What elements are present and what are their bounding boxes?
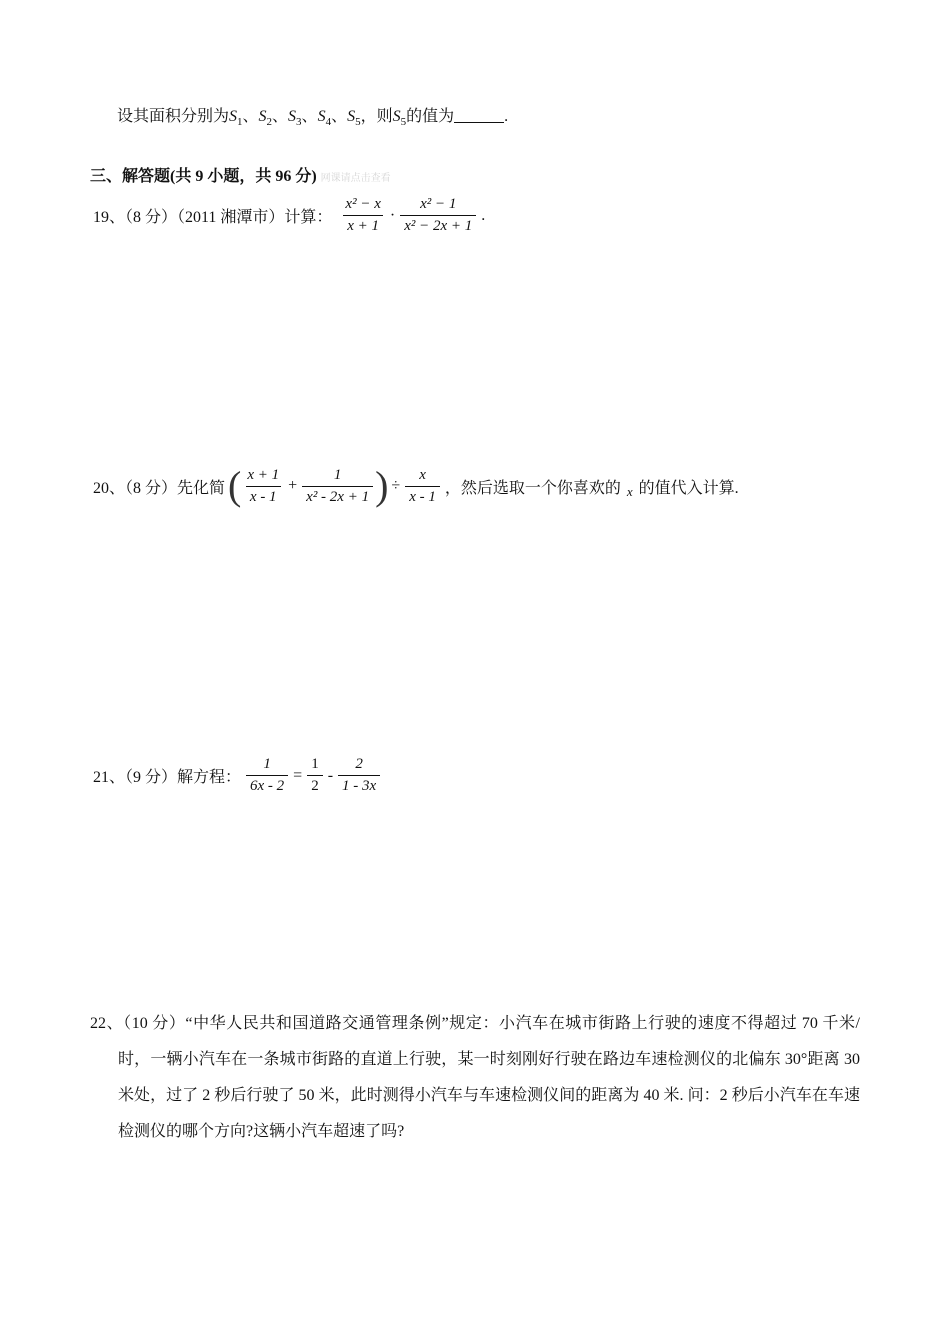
q21-fraction-2: $\frac{1}{2}$ [307,756,323,795]
watermark: 网课请点击查看 [320,173,391,184]
q19-fraction-1: $\frac{\text{x² − x}}{x + 1}$ [341,196,384,235]
question-21: 21、（9 分）解方程： $\frac{1}{6x - 2}$ = $\frac{1}{2}$ - $\frac{2}{1 - 3x}$ [90,756,382,795]
q20-fraction-3: $\frac{x}{x - 1}$ [405,467,440,506]
question-22: 22、（10 分）“中华人民共和国道路交通管理条例”规定：小汽车在城市街路上行驶的速度不得超过 70 千米/时，一辆小汽车在一条城市街路的直道上行驶，某一时刻刚好行驶在路边车速检测仪的北偏东 30°距离 30 米处，过了 2 秒后行驶了 50 米，此时测得小汽车与车速检测仪间的距离为 40 米. 问：2 秒后小汽车在车速检测仪的哪个方向?这辆小汽车超速了吗? [90,1015,860,1140]
right-paren: ) [375,463,389,508]
question-19: 19、（8 分）（2011 湘潭市）计算： $\frac{\text{x² − x}}{x + 1}$ · $\frac{\text{x² − 1}}{\text{x² − 2x + 1}}$ . [93,196,486,234]
left-paren: ( [228,463,242,508]
q20-fraction-2: $\frac{1}{\text{x² - 2x + 1}}$ [302,467,373,506]
question-18-continuation: 设其面积分别为$S_1$、$S_2$、$S_3$、$S_4$、$S_5$，则$S_5$的值为 . [117,108,509,129]
s1: S [229,108,238,125]
q19-fraction-2: $\frac{\text{x² − 1}}{\text{x² − 2x + 1}}$ [400,196,476,235]
answer-blank [454,108,504,123]
q21-fraction-3: $\frac{2}{1 - 3x}$ [338,756,380,795]
question-20: 20、（8 分）先化简( $\frac{x + 1}{x - 1}$ + $\frac{1}{\text{x² - 2x + 1}}$ ) ÷ $\frac{x}{x - 1}$ ，然后选取一个你喜欢的 $_x$ 的值代入计算. [93,463,739,508]
section-title: 三、解答题(共 9 小题，共 96 分) 网课请点击查看 [90,168,391,185]
q21-fraction-1: $\frac{1}{6x - 2}$ [246,756,288,795]
q20-fraction-1: $\frac{x + 1}{x - 1}$ [247,466,280,505]
